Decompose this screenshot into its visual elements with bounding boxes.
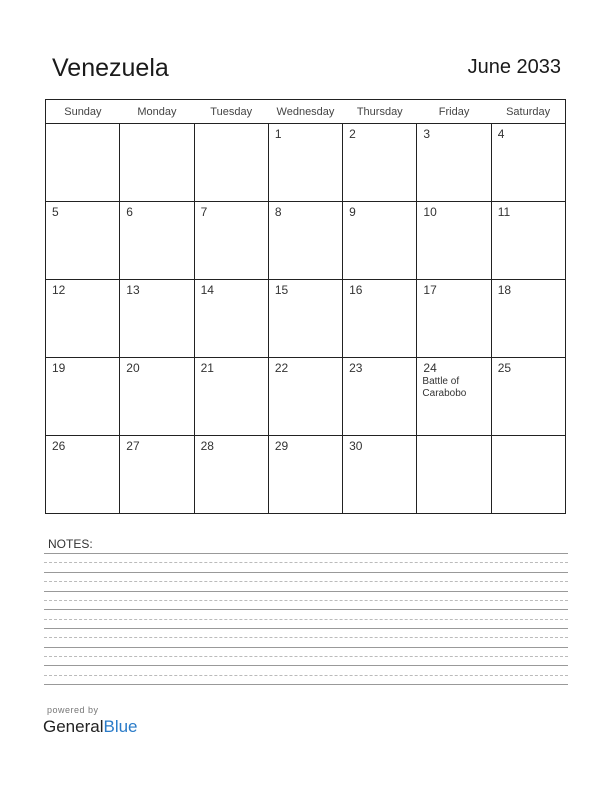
day-cell	[120, 436, 194, 514]
week-row	[46, 202, 566, 280]
day-number: 21	[200, 361, 214, 375]
holiday-label: Battle of	[422, 376, 460, 387]
day-cell	[268, 202, 342, 280]
day-number	[492, 436, 565, 439]
day-number: 12	[52, 283, 66, 297]
day-cell	[343, 124, 417, 202]
calendar-month-title: June 2033	[467, 56, 561, 78]
day-number: 27	[126, 439, 140, 453]
holiday-label: Carabobo	[422, 388, 467, 399]
day-cell	[491, 202, 565, 280]
day-cell	[491, 124, 565, 202]
day-number: 16	[349, 283, 363, 297]
day-number: 13	[126, 283, 140, 297]
day-number: 29	[274, 439, 289, 453]
notes-line	[44, 684, 568, 685]
day-number: 26	[52, 439, 66, 453]
day-cell	[194, 436, 268, 514]
day-number: 30	[349, 439, 363, 453]
day-number: 5	[52, 205, 59, 219]
notes-line	[44, 609, 568, 610]
day-cell	[268, 358, 342, 436]
weekday-sunday: Sunday	[46, 100, 120, 124]
day-number: 25	[497, 361, 512, 375]
day-number	[120, 124, 193, 127]
day-cell	[46, 124, 120, 202]
day-cell	[343, 280, 417, 358]
powered-by-text: powered by	[47, 705, 99, 715]
day-number: 2	[349, 127, 356, 141]
day-number: 22	[274, 361, 289, 375]
notes-line	[44, 600, 568, 601]
day-cell	[46, 358, 120, 436]
day-cell	[46, 280, 120, 358]
logo-text-blue: Blue	[103, 717, 138, 736]
day-cell	[417, 280, 491, 358]
day-cell	[268, 436, 342, 514]
day-cell	[343, 436, 417, 514]
day-cell	[194, 358, 268, 436]
day-number: 10	[423, 205, 437, 219]
day-number: 4	[497, 127, 505, 141]
weekday-tuesday: Tuesday	[194, 100, 268, 124]
day-cell	[343, 202, 417, 280]
day-cell	[491, 280, 565, 358]
notes-line	[44, 581, 568, 582]
week-row	[46, 358, 566, 436]
day-number: 15	[274, 283, 289, 297]
day-cell	[268, 124, 342, 202]
notes-line	[44, 572, 568, 573]
weekday-monday: Monday	[120, 100, 194, 124]
generalblue-logo[interactable]	[43, 717, 138, 737]
day-cell	[120, 124, 194, 202]
weekday-friday: Friday	[417, 100, 491, 124]
day-number: 9	[349, 205, 356, 219]
day-number: 1	[274, 127, 282, 141]
day-number: 6	[126, 205, 133, 219]
day-number: 28	[200, 439, 214, 453]
week-row	[46, 436, 566, 514]
weekday-header-row	[46, 100, 566, 124]
day-number: 3	[423, 127, 431, 141]
day-number: 7	[200, 205, 208, 219]
day-number: 19	[52, 361, 66, 375]
day-cell	[491, 358, 565, 436]
notes-line	[44, 675, 568, 676]
week-row	[46, 280, 566, 358]
day-cell	[417, 124, 491, 202]
notes-line	[44, 665, 568, 666]
day-number: 11	[497, 205, 511, 219]
day-number	[417, 436, 490, 439]
day-cell	[417, 202, 491, 280]
notes-line	[44, 619, 568, 620]
week-row	[46, 124, 566, 202]
notes-line	[44, 562, 568, 563]
notes-line	[44, 647, 568, 648]
notes-line	[44, 637, 568, 638]
notes-label: NOTES:	[48, 537, 93, 551]
calendar-country-title: Venezuela	[52, 54, 169, 82]
weekday-thursday: Thursday	[343, 100, 417, 124]
notes-line	[44, 591, 568, 592]
day-cell	[46, 436, 120, 514]
day-number: 20	[126, 361, 140, 375]
day-number: 24	[423, 361, 437, 375]
day-number	[195, 124, 268, 127]
day-cell	[120, 280, 194, 358]
day-cell	[491, 436, 565, 514]
day-cell	[46, 202, 120, 280]
day-cell	[194, 202, 268, 280]
day-cell	[194, 124, 268, 202]
notes-line	[44, 656, 568, 657]
weekday-wednesday: Wednesday	[268, 100, 342, 124]
day-cell-holiday	[417, 358, 491, 436]
calendar-grid	[45, 99, 566, 514]
day-number: 17	[423, 283, 437, 297]
day-number	[46, 124, 119, 127]
day-cell	[343, 358, 417, 436]
day-cell	[120, 202, 194, 280]
day-number: 14	[200, 283, 214, 297]
day-number: 18	[497, 283, 512, 297]
day-cell	[194, 280, 268, 358]
notes-line	[44, 553, 568, 554]
day-number: 23	[349, 361, 363, 375]
day-cell	[417, 436, 491, 514]
notes-line	[44, 628, 568, 629]
logo-text-general: General	[43, 717, 104, 736]
weekday-saturday: Saturday	[491, 100, 565, 124]
day-number: 8	[274, 205, 282, 219]
day-cell	[120, 358, 194, 436]
day-cell	[268, 280, 342, 358]
